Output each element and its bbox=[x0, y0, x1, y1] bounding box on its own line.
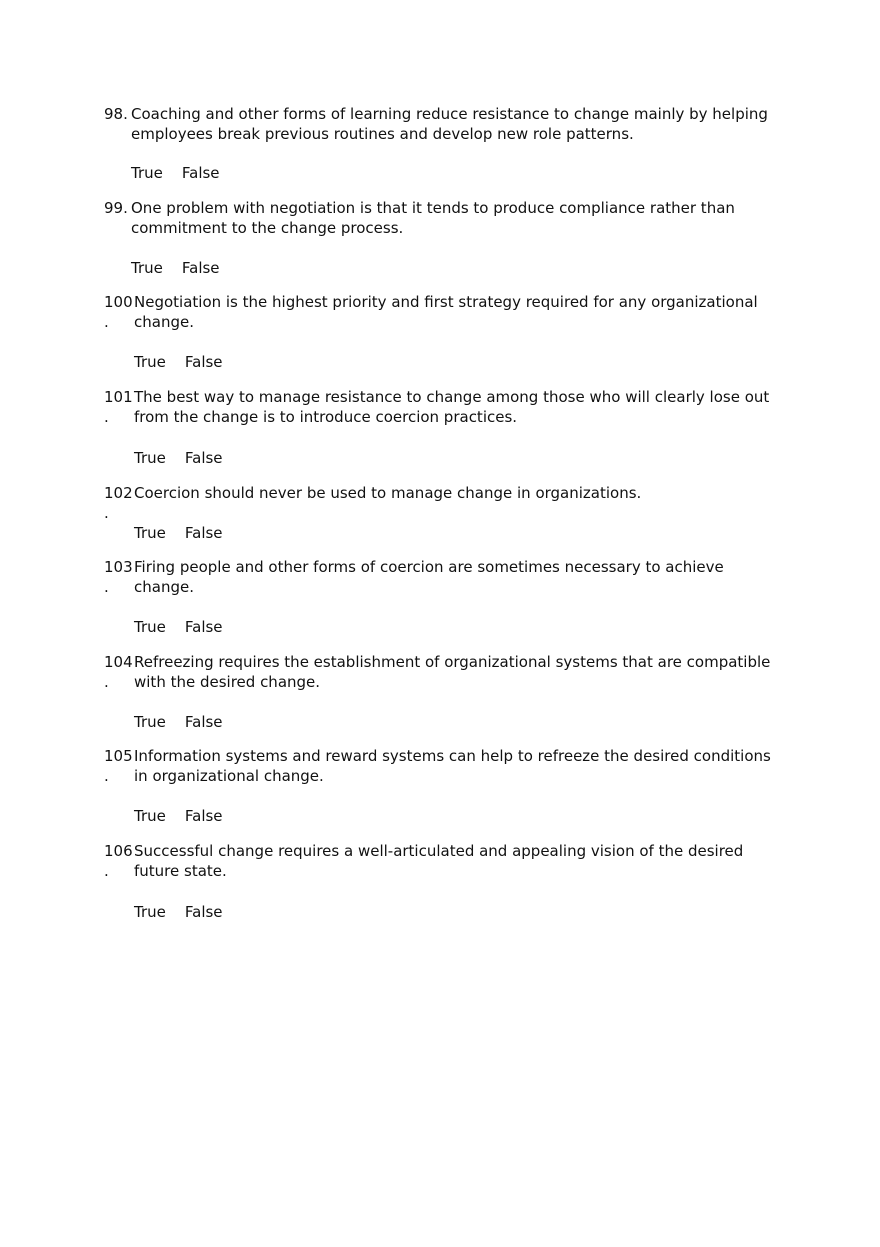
question-number: 98. bbox=[104, 105, 128, 123]
question-number: 103 . bbox=[104, 558, 133, 596]
false-option[interactable]: False bbox=[184, 903, 223, 921]
question-106 bbox=[104, 841, 784, 921]
false-option[interactable]: False bbox=[184, 449, 223, 467]
answer-options bbox=[134, 617, 223, 637]
true-option[interactable]: True bbox=[131, 259, 163, 277]
question-102 bbox=[104, 483, 784, 542]
question-text: Successful change requires a well-articulated and appealing vision of the desired future state. bbox=[134, 842, 744, 880]
false-option[interactable]: False bbox=[184, 524, 223, 542]
question-text: Coercion should never be used to manage change in organizations. bbox=[134, 484, 642, 502]
false-option[interactable]: False bbox=[181, 164, 220, 182]
false-option[interactable]: False bbox=[184, 353, 223, 371]
false-option[interactable]: False bbox=[184, 713, 223, 731]
answer-options bbox=[131, 258, 220, 278]
question-103 bbox=[104, 557, 784, 636]
false-option[interactable]: False bbox=[184, 807, 223, 825]
question-text: Negotiation is the highest priority and first strategy required for any organizational change. bbox=[134, 293, 758, 331]
question-101 bbox=[104, 387, 784, 467]
false-option[interactable]: False bbox=[181, 259, 220, 277]
question-98 bbox=[104, 104, 784, 182]
answer-options bbox=[131, 163, 220, 183]
question-text: The best way to manage resistance to change among those who will clearly lose out from the change is to introduce coercion practices. bbox=[134, 388, 770, 426]
answer-options bbox=[134, 806, 223, 826]
answer-options bbox=[134, 448, 223, 468]
question-text: One problem with negotiation is that it tends to produce compliance rather than commitment to the change process. bbox=[131, 199, 735, 237]
question-text: Coaching and other forms of learning reduce resistance to change mainly by helping employees break previous routines and develop new role patterns. bbox=[131, 105, 768, 143]
question-number: 106 . bbox=[104, 842, 133, 880]
true-option[interactable]: True bbox=[134, 449, 166, 467]
true-option[interactable]: True bbox=[134, 353, 166, 371]
answer-options bbox=[134, 523, 223, 543]
true-option[interactable]: True bbox=[134, 618, 166, 636]
question-text: Refreezing requires the establishment of organizational systems that are compatible with the desired change. bbox=[134, 653, 771, 691]
true-option[interactable]: True bbox=[134, 524, 166, 542]
question-number: 105 . bbox=[104, 747, 133, 785]
answer-options bbox=[134, 712, 223, 732]
false-option[interactable]: False bbox=[184, 618, 223, 636]
question-100 bbox=[104, 292, 784, 371]
question-number: 99. bbox=[104, 199, 128, 217]
true-option[interactable]: True bbox=[134, 903, 166, 921]
question-number: 104 . bbox=[104, 653, 133, 691]
question-number: 101 . bbox=[104, 388, 133, 426]
answer-options bbox=[134, 352, 223, 372]
question-number: 100 . bbox=[104, 293, 133, 331]
true-option[interactable]: True bbox=[134, 807, 166, 825]
true-option[interactable]: True bbox=[131, 164, 163, 182]
question-99 bbox=[104, 198, 784, 277]
answer-options bbox=[134, 902, 223, 922]
question-105 bbox=[104, 746, 784, 825]
true-option[interactable]: True bbox=[134, 713, 166, 731]
question-104 bbox=[104, 652, 784, 731]
question-text: Firing people and other forms of coercion are sometimes necessary to achieve change. bbox=[134, 558, 724, 596]
question-number: 102 . bbox=[104, 484, 133, 522]
question-text: Information systems and reward systems can help to refreeze the desired conditions in organizational change. bbox=[134, 747, 771, 785]
